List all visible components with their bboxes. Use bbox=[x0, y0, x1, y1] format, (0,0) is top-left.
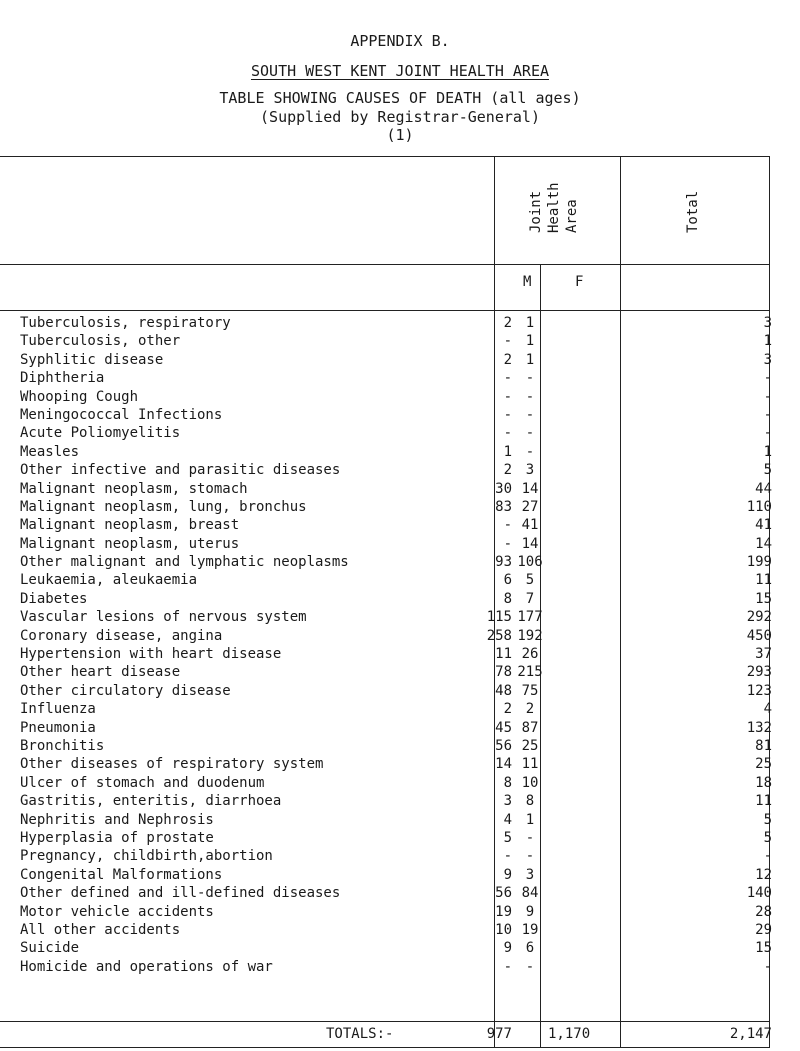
table-row bbox=[0, 903, 800, 921]
table-row bbox=[0, 645, 800, 663]
female-count: 41 bbox=[521, 517, 539, 534]
col-header-area: Area bbox=[564, 199, 580, 233]
male-count: 78 bbox=[495, 664, 512, 681]
cause-label: Other infective and parasitic diseases bbox=[20, 462, 341, 479]
female-count: 177 bbox=[517, 609, 543, 626]
male-count: 258 bbox=[486, 627, 512, 644]
col-header-m: M bbox=[523, 274, 532, 290]
total-count: 1 bbox=[763, 443, 772, 460]
total-count: 293 bbox=[746, 664, 772, 681]
total-count: 5 bbox=[763, 811, 772, 828]
cause-label: Acute Poliomyelitis bbox=[20, 425, 181, 442]
female-count: 1 bbox=[525, 333, 535, 350]
total-count: - bbox=[763, 958, 772, 975]
male-count: 2 bbox=[503, 701, 512, 718]
male-count: - bbox=[503, 370, 512, 387]
total-count: 3 bbox=[763, 315, 772, 331]
cause-label: Hypertension with heart disease bbox=[20, 646, 282, 663]
total-count: 41 bbox=[755, 517, 772, 534]
table-row bbox=[0, 553, 800, 571]
male-count: 83 bbox=[495, 498, 512, 515]
total-count: 450 bbox=[746, 627, 772, 644]
table-row bbox=[0, 571, 800, 589]
female-count: 6 bbox=[525, 940, 535, 957]
table-row bbox=[0, 332, 800, 350]
female-count: 84 bbox=[521, 885, 539, 902]
total-count: 81 bbox=[755, 737, 772, 754]
table-title: TABLE SHOWING CAUSES OF DEATH (all ages) bbox=[219, 89, 581, 107]
total-count: 132 bbox=[746, 719, 772, 736]
total-count: 15 bbox=[755, 590, 772, 607]
col-header-joint: Joint bbox=[528, 190, 544, 233]
mf-bottom-rule bbox=[0, 310, 770, 311]
female-count: 75 bbox=[521, 682, 539, 699]
total-count: 4 bbox=[763, 701, 772, 718]
table-top-rule bbox=[0, 156, 770, 157]
cause-label: Ulcer of stomach and duodenum bbox=[20, 774, 265, 791]
female-count: 3 bbox=[525, 866, 535, 883]
cause-label: Congenital Malformations bbox=[20, 866, 223, 883]
male-count: 3 bbox=[503, 793, 512, 810]
male-count: 9 bbox=[503, 866, 512, 883]
female-count: 5 bbox=[525, 572, 535, 589]
cause-label: Pneumonia bbox=[20, 719, 96, 736]
totals-m: 977 bbox=[486, 1026, 512, 1042]
table-row bbox=[0, 737, 800, 755]
col-header-total: Total bbox=[685, 190, 701, 233]
table-row bbox=[0, 847, 800, 865]
table-row bbox=[0, 461, 800, 479]
female-count: 106 bbox=[517, 554, 543, 571]
cause-label: Nephritis and Nephrosis bbox=[20, 811, 214, 828]
male-count: 11 bbox=[495, 646, 512, 663]
total-count: 12 bbox=[755, 866, 772, 883]
male-count: 6 bbox=[503, 572, 512, 589]
table-row bbox=[0, 351, 800, 369]
total-count: 3 bbox=[763, 351, 772, 368]
male-count: 2 bbox=[503, 315, 512, 331]
table-row bbox=[0, 958, 800, 976]
area-heading bbox=[0, 62, 800, 80]
total-count: 140 bbox=[746, 885, 772, 902]
table-row bbox=[0, 480, 800, 498]
totals-total: 2,147 bbox=[729, 1026, 772, 1042]
cause-label: Malignant neoplasm, lung, bronchus bbox=[20, 498, 307, 515]
male-count: 4 bbox=[503, 811, 512, 828]
table-row bbox=[0, 774, 800, 792]
total-count: 1 bbox=[763, 333, 772, 350]
cause-label: Malignant neoplasm, stomach bbox=[20, 480, 248, 497]
table-row bbox=[0, 424, 800, 442]
female-count: - bbox=[525, 848, 535, 865]
totals-bottom-rule bbox=[0, 1047, 770, 1048]
cause-label: Vascular lesions of nervous system bbox=[20, 609, 307, 626]
totals-label: TOTALS:- bbox=[326, 1026, 394, 1042]
female-count: 1 bbox=[525, 351, 535, 368]
total-count: - bbox=[763, 848, 772, 865]
female-count: 8 bbox=[525, 793, 535, 810]
cause-label: Motor vehicle accidents bbox=[20, 903, 214, 920]
female-count: - bbox=[525, 370, 535, 387]
table-subtitle: (Supplied by Registrar-General) bbox=[260, 108, 540, 126]
male-count: 9 bbox=[503, 940, 512, 957]
male-count: 48 bbox=[495, 682, 512, 699]
table-row bbox=[0, 921, 800, 939]
female-count: 26 bbox=[521, 646, 539, 663]
total-count: - bbox=[763, 388, 772, 405]
female-count: 11 bbox=[521, 756, 539, 773]
total-count: 5 bbox=[763, 462, 772, 479]
totals-top-rule bbox=[0, 1021, 770, 1022]
female-count: 14 bbox=[521, 480, 539, 497]
total-count: 29 bbox=[755, 921, 772, 938]
totals-row bbox=[0, 1026, 800, 1046]
male-count: 8 bbox=[503, 774, 512, 791]
male-count: 30 bbox=[495, 480, 512, 497]
cause-label: Malignant neoplasm, breast bbox=[20, 517, 240, 534]
male-count: 45 bbox=[495, 719, 512, 736]
table-row bbox=[0, 866, 800, 884]
table-row bbox=[0, 939, 800, 957]
table-row bbox=[0, 443, 800, 461]
cause-label: Measles bbox=[20, 443, 80, 460]
male-count: 5 bbox=[503, 829, 512, 846]
total-count: - bbox=[763, 406, 772, 423]
total-count: 5 bbox=[763, 829, 772, 846]
table-row bbox=[0, 682, 800, 700]
cause-label: Coronary disease, angina bbox=[20, 627, 223, 644]
cause-label: Hyperplasia of prostate bbox=[20, 829, 214, 846]
female-count: 215 bbox=[517, 664, 543, 681]
total-count: 15 bbox=[755, 940, 772, 957]
total-count: 44 bbox=[755, 480, 772, 497]
table-row bbox=[0, 590, 800, 608]
cause-label: Influenza bbox=[20, 701, 96, 718]
cause-label: Syphlitic disease bbox=[20, 351, 164, 368]
male-count: - bbox=[503, 425, 512, 442]
female-count: 25 bbox=[521, 737, 539, 754]
table-row bbox=[0, 700, 800, 718]
cause-label: Suicide bbox=[20, 940, 80, 957]
table-row bbox=[0, 535, 800, 553]
female-count: - bbox=[525, 388, 535, 405]
male-count: - bbox=[503, 388, 512, 405]
table-row bbox=[0, 406, 800, 424]
cause-label: Other malignant and lymphatic neoplasms bbox=[20, 554, 349, 571]
cause-label: Diphtheria bbox=[20, 370, 105, 387]
cause-label: Whooping Cough bbox=[20, 388, 139, 405]
col-header-f: F bbox=[575, 274, 584, 290]
total-count: 28 bbox=[755, 903, 772, 920]
female-count: 3 bbox=[525, 462, 535, 479]
cause-label: Bronchitis bbox=[20, 737, 105, 754]
cause-label: Other diseases of respiratory system bbox=[20, 756, 324, 773]
male-count: 19 bbox=[495, 903, 512, 920]
cause-label: Tuberculosis, respiratory bbox=[20, 315, 231, 331]
appendix-heading: APPENDIX B. bbox=[350, 32, 450, 50]
female-count: 19 bbox=[521, 921, 539, 938]
female-count: - bbox=[525, 443, 535, 460]
male-count: - bbox=[503, 958, 512, 975]
male-count: - bbox=[503, 406, 512, 423]
male-count: 2 bbox=[503, 462, 512, 479]
totals-f: 1,170 bbox=[548, 1026, 591, 1042]
table-row bbox=[0, 498, 800, 516]
female-count: - bbox=[525, 958, 535, 975]
total-count: - bbox=[763, 370, 772, 387]
total-count: 199 bbox=[746, 554, 772, 571]
male-count: 2 bbox=[503, 351, 512, 368]
total-count: 25 bbox=[755, 756, 772, 773]
female-count: - bbox=[525, 406, 535, 423]
table-note: (1) bbox=[386, 126, 414, 144]
cause-label: Homicide and operations of war bbox=[20, 958, 273, 975]
male-count: - bbox=[503, 517, 512, 534]
male-count: 93 bbox=[495, 554, 512, 571]
cause-label: Leukaemia, aleukaemia bbox=[20, 572, 198, 589]
causes-table-body bbox=[0, 314, 800, 976]
male-count: 56 bbox=[495, 737, 512, 754]
table-row bbox=[0, 627, 800, 645]
female-count: 9 bbox=[525, 903, 535, 920]
table-row bbox=[0, 792, 800, 810]
col-header-health: Health bbox=[546, 182, 562, 233]
total-count: 292 bbox=[746, 609, 772, 626]
table-row bbox=[0, 608, 800, 626]
male-count: 1 bbox=[503, 443, 512, 460]
female-count: - bbox=[525, 425, 535, 442]
table-row bbox=[0, 811, 800, 829]
table-row bbox=[0, 755, 800, 773]
male-count: - bbox=[503, 535, 512, 552]
cause-label: Tuberculosis, other bbox=[20, 333, 181, 350]
table-row bbox=[0, 884, 800, 902]
table-row bbox=[0, 369, 800, 387]
cause-label: Other defined and ill-defined diseases bbox=[20, 885, 341, 902]
total-count: 14 bbox=[755, 535, 772, 552]
total-count: 110 bbox=[746, 498, 772, 515]
total-count: 18 bbox=[755, 774, 772, 791]
cause-label: Pregnancy, childbirth,abortion bbox=[20, 848, 273, 865]
male-count: 14 bbox=[495, 756, 512, 773]
cause-label: All other accidents bbox=[20, 921, 181, 938]
area-heading-text: SOUTH WEST KENT JOINT HEALTH AREA bbox=[250, 62, 549, 80]
table-row bbox=[0, 719, 800, 737]
female-count: 10 bbox=[521, 774, 539, 791]
female-count: 14 bbox=[521, 535, 539, 552]
male-count: 8 bbox=[503, 590, 512, 607]
cause-label: Other heart disease bbox=[20, 664, 181, 681]
total-count: 37 bbox=[755, 646, 772, 663]
female-count: 192 bbox=[517, 627, 543, 644]
cause-label: Diabetes bbox=[20, 590, 88, 607]
cause-label: Meningococcal Infections bbox=[20, 406, 223, 423]
female-count: 27 bbox=[521, 498, 539, 515]
female-count: 7 bbox=[525, 590, 535, 607]
female-count: 1 bbox=[525, 315, 535, 331]
header-bottom-rule bbox=[0, 264, 770, 265]
total-count: 123 bbox=[746, 682, 772, 699]
male-count: - bbox=[503, 848, 512, 865]
total-count: 11 bbox=[755, 793, 772, 810]
cause-label: Malignant neoplasm, uterus bbox=[20, 535, 240, 552]
table-row bbox=[0, 663, 800, 681]
female-count: - bbox=[525, 829, 535, 846]
male-count: 115 bbox=[486, 609, 512, 626]
table-row bbox=[0, 314, 800, 332]
female-count: 2 bbox=[525, 701, 535, 718]
cause-label: Other circulatory disease bbox=[20, 682, 231, 699]
table-row bbox=[0, 388, 800, 406]
male-count: 56 bbox=[495, 885, 512, 902]
total-count: 11 bbox=[755, 572, 772, 589]
total-count: - bbox=[763, 425, 772, 442]
female-count: 87 bbox=[521, 719, 539, 736]
male-count: 10 bbox=[495, 921, 512, 938]
cause-label: Gastritis, enteritis, diarrhoea bbox=[20, 793, 282, 810]
male-count: - bbox=[503, 333, 512, 350]
female-count: 1 bbox=[525, 811, 535, 828]
table-row bbox=[0, 516, 800, 534]
table-row bbox=[0, 829, 800, 847]
